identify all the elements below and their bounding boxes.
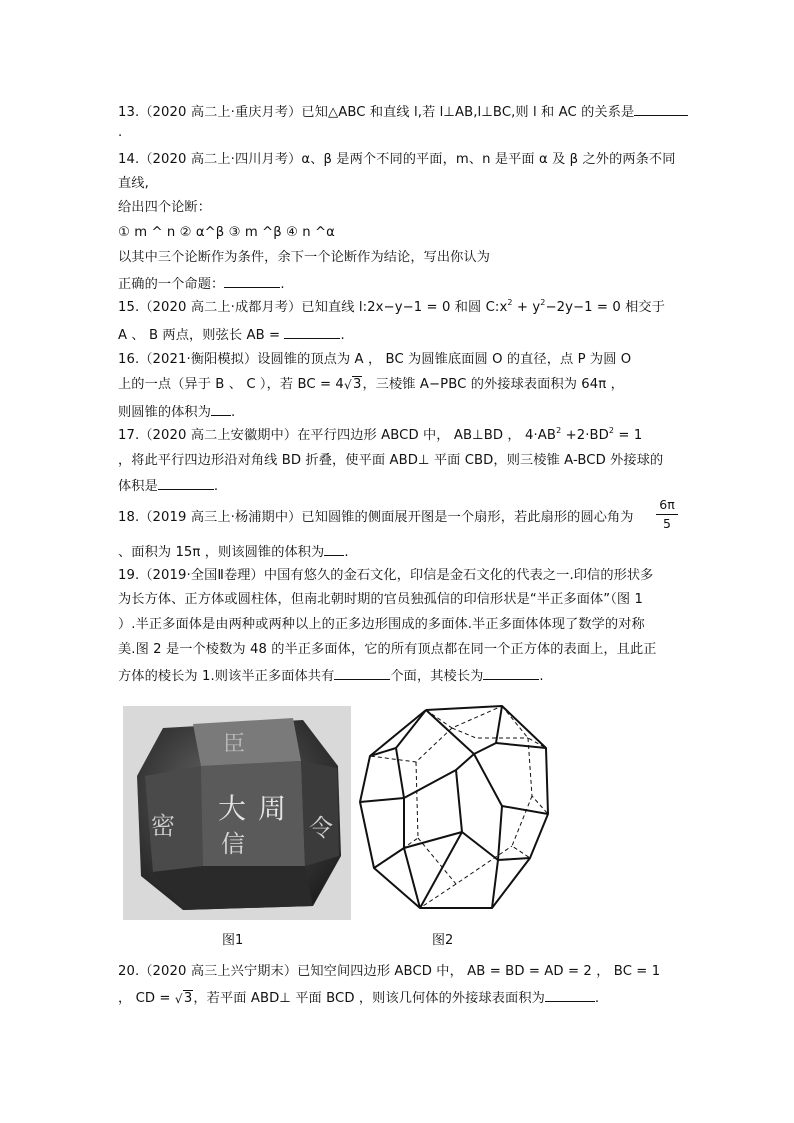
answer-blank [545,987,595,1002]
q16-line1: 16.（2021·衡阳模拟）设圆锥的顶点为 A ， BC 为圆锥底面圆 O 的直径，点 P 为圆 O [118,352,632,367]
q15-line2: A 、 B 两点，则弦长 AB = . [118,324,345,346]
q14-line3: 给出四个论断： [118,200,212,215]
q15-line1: 15.（2020 高二上·成都月考）已知直线 l:2x−y−1 = 0 和圆 $C:x^2 + y^2-2y-1 = 0$ 相交于 [118,298,665,315]
q16-line2: 上的一点（异于 B 、 C ），若 BC = 4 √ 3，三棱锥 A−PBC 的外接球表面积为 64π ， [118,375,624,395]
answer-blank [483,665,539,680]
answer-blank [324,541,344,556]
seal-char: 周 [258,792,287,825]
q19-line5: 方体的棱长为 1.则该半正多面体共有 个面，其棱长为 . [118,665,544,687]
sqrt-expr: √ 3 [343,377,362,392]
q19-line3: ）.半正多面体是由两种或两种以上的正多边形围成的多面体.半正多面体体现了数学的对称 [118,617,645,632]
answer-blank [211,401,231,416]
q20-line1: 20.（2020 高三上兴宁期末）已知空间四边形 ABCD 中， AB = BD = AD = 2 ， BC = 1 [118,964,661,979]
q20-line2: ， CD = √ 3，若平面 ABD⊥ 平面 BCD ，则该几何体的外接球表面积为 . [118,987,599,1009]
answer-blank [634,101,688,116]
seal-char: 信 [221,830,245,858]
q13-line1: 13.（2020 高二上·重庆月考）已知△ABC 和直线 l,若 l⊥AB,l⊥BC,则 l 和 AC 的关系是 [118,101,688,123]
q14-line4: ① m ^ n ② α^β ③ m ^β ④ n ^α [118,225,335,240]
q19-line2: 为长方体、正方体或圆柱体，但南北朝时期的官员独孤信的印信形状是“半正多面体”（图 1 [118,592,643,607]
q17-line3: 体积是 . [118,475,218,497]
seal-char: 密 [151,812,175,840]
q14-line5: 以其中三个论断作为条件，余下一个论断作为结论，写出你认为 [118,250,491,265]
seal-char: 大 [218,792,247,825]
seal-photo [123,706,351,920]
sqrt-expr: √ 3 [174,991,193,1006]
q18-line1: 18.（2019 高三上·杨浦期中）已知圆锥的侧面展开图是一个扇形，若此扇形的圆心角为 [118,510,634,525]
seal-char: 臣 [223,732,246,757]
q17-line2: ，将此平行四边形沿对角线 BD 折叠，使平面 ABD⊥ 平面 CBD，则三棱锥 A-BCD 外接球的 [118,453,664,468]
q14-line1: 14.（2020 高二上·四川月考）α、β 是两个不同的平面，m、n 是平面 α 及 β 之外的两条不同 [118,152,676,167]
answer-blank [334,665,390,680]
answer-blank [224,273,280,288]
polyhedron-diagram [356,698,564,916]
q17-line1: 17.（2020 高二上安徽期中）在平行四边形 ABCD 中， AB⊥BD ， $4\cdot AB^2 +2\cdot BD^2 = 1$ [118,426,643,443]
q19-line1: 19.（2019·全国Ⅱ卷理）中国有悠久的金石文化，印信是金石文化的代表之一.印信的形状多 [118,568,654,583]
fraction-6pi-over-5: 6π 5 [652,497,682,532]
q18-line2: 、面积为 15π ，则该圆锥的体积为 . [118,541,349,563]
answer-blank [284,324,340,339]
q14-line6: 正确的一个命题： . [118,273,285,295]
q16-line3: 则圆锥的体积为 . [118,401,235,423]
figure2-caption: 图2 [432,933,454,948]
q19-line4: 美.图 2 是一个棱数为 48 的半正多面体，它的所有顶点都在同一个正方体的表面上，且此正 [118,642,657,657]
seal-char: 令 [309,814,333,842]
figure1-caption: 图1 [222,933,244,948]
answer-blank [158,475,214,490]
seal-illustration [123,706,351,920]
q14-line2: 直线, [118,176,149,191]
q13-line2: . [118,125,123,140]
